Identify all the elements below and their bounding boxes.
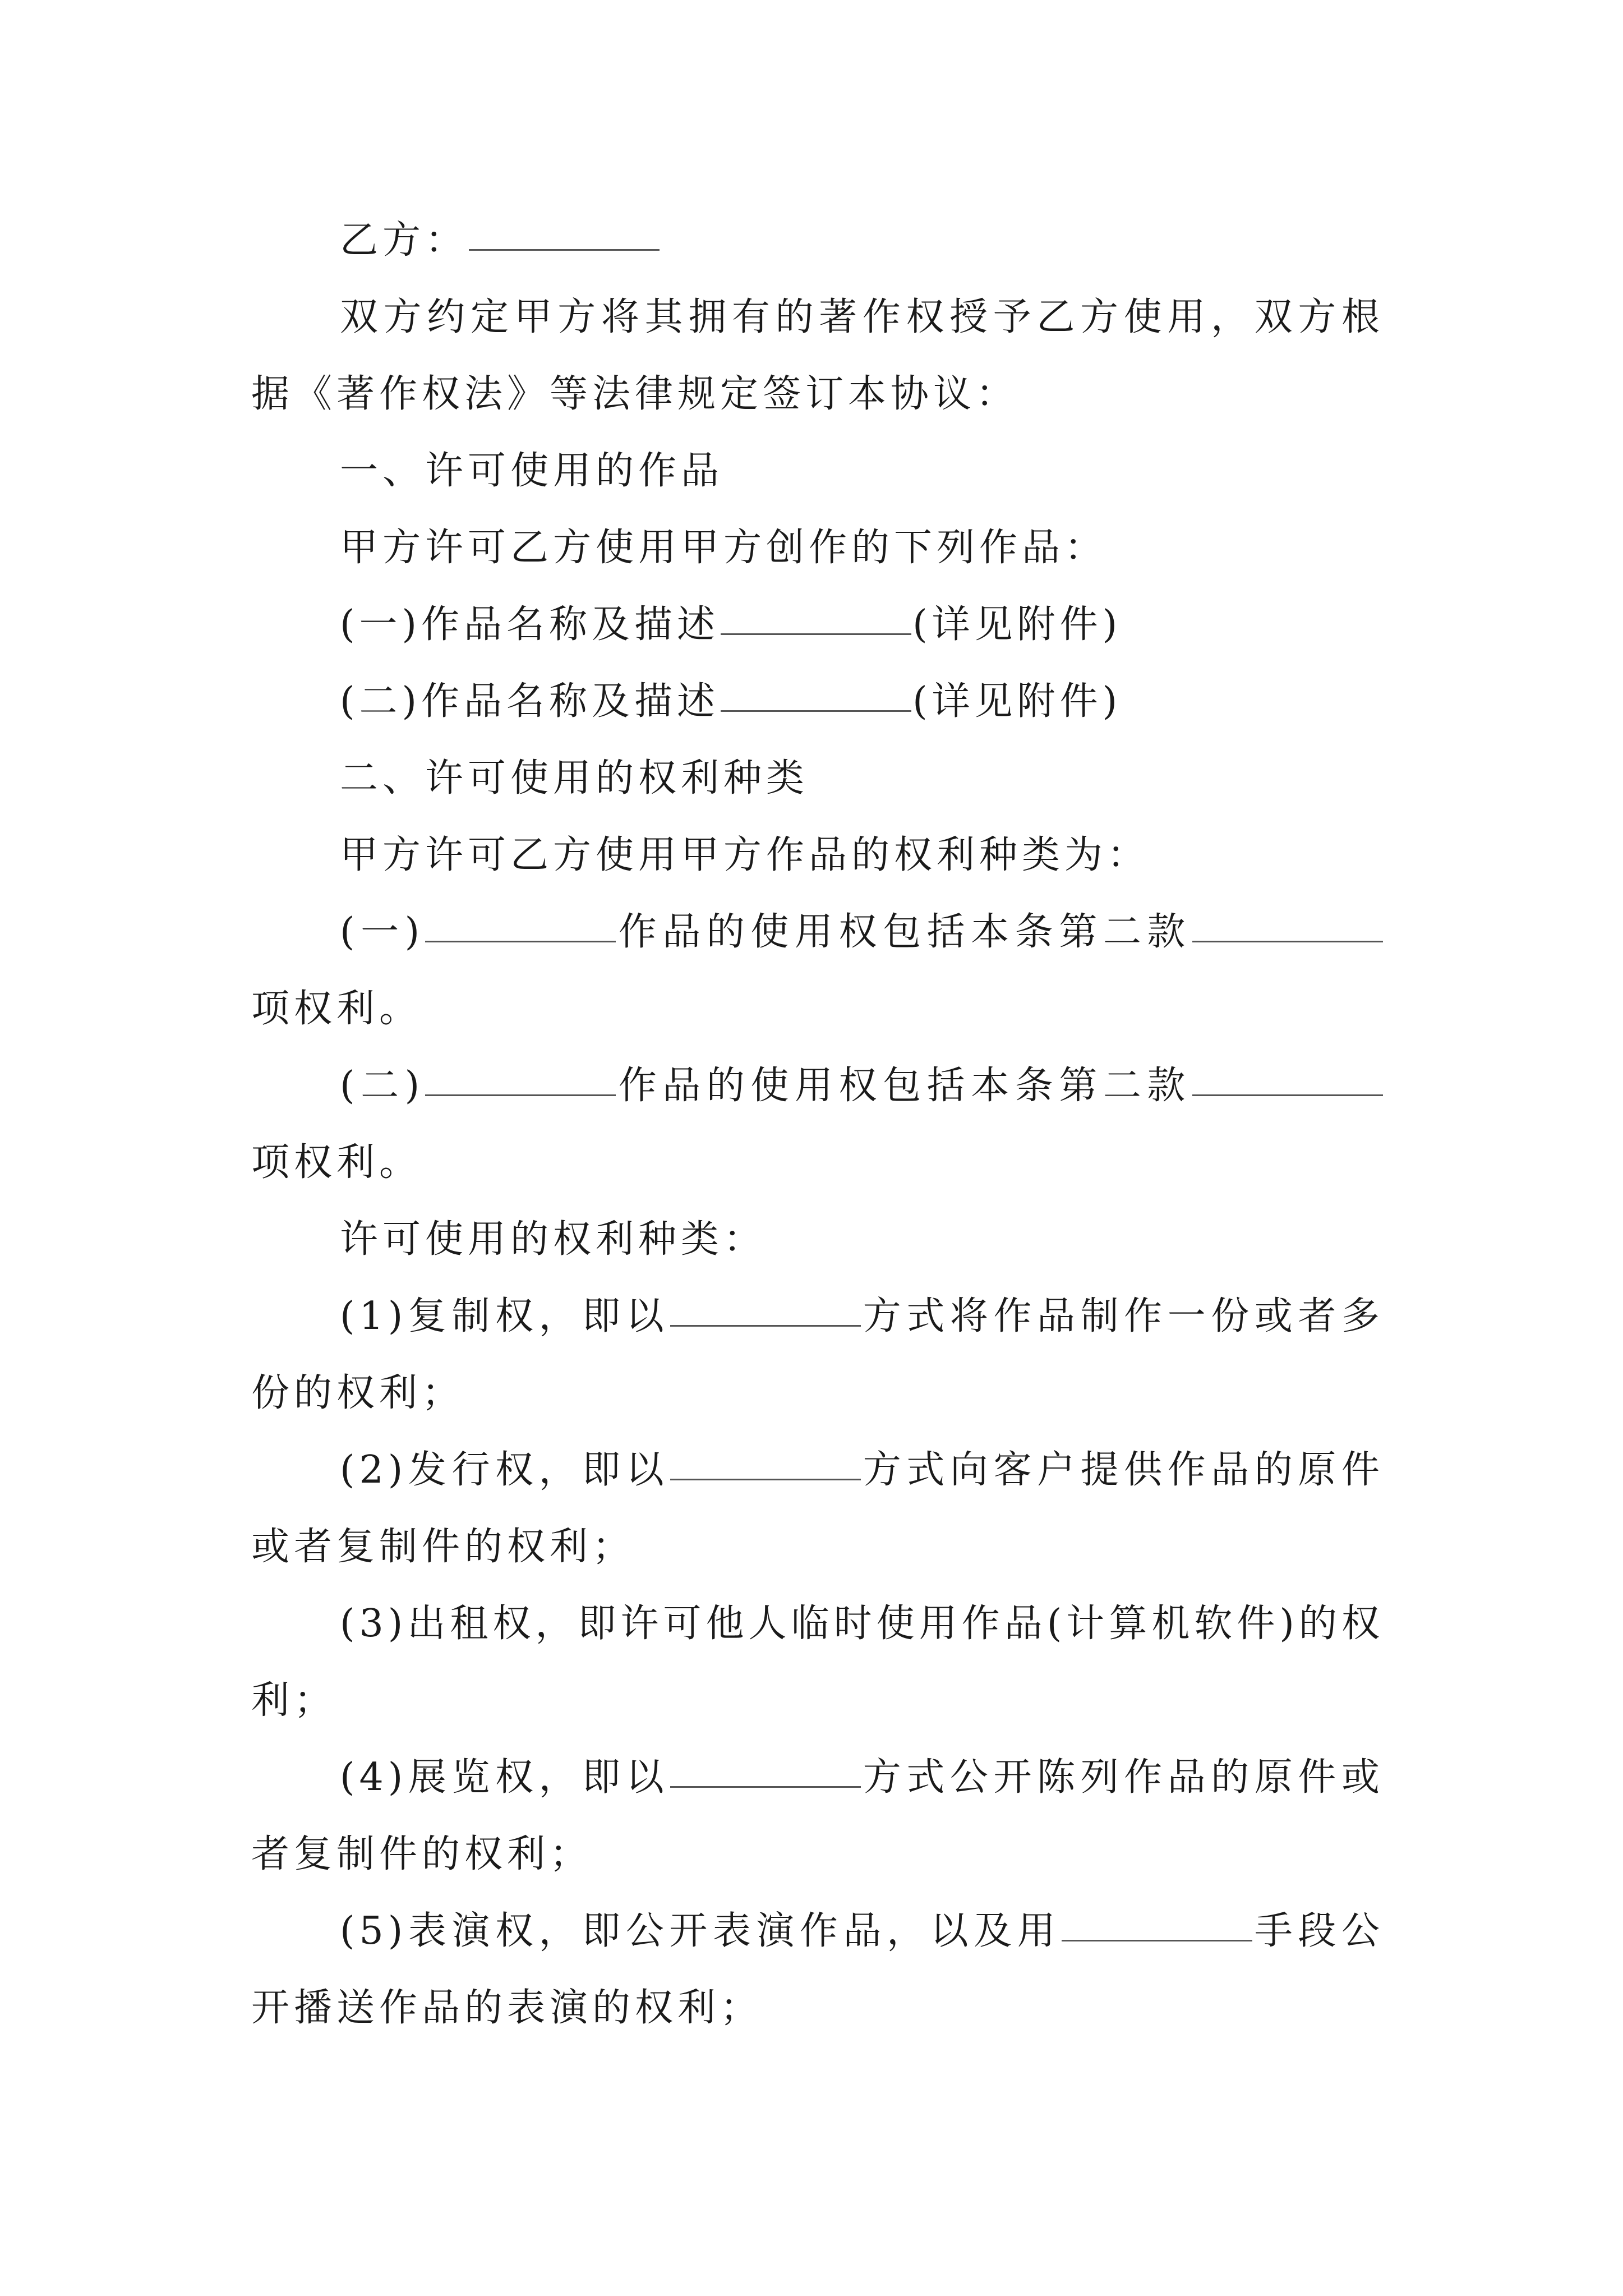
right-performance-suffix: 手段公开播送作品的表演的权利； — [251, 1909, 1384, 2030]
right-performance — [251, 1893, 1384, 2046]
document-body — [251, 202, 1384, 2046]
right-distribution-blank — [670, 1478, 861, 1480]
party-b-line — [251, 202, 1384, 279]
work-item-2-suffix: (详见附件) — [912, 679, 1122, 724]
right-type-item-2-prefix: (二) — [340, 1064, 425, 1108]
right-distribution-suffix: 方式向客户提供作品的原件或者复制件的权利； — [251, 1448, 1384, 1569]
right-type-item-1-blank-b — [1192, 940, 1383, 942]
right-exhibition-blank — [670, 1786, 861, 1788]
party-b-label: 乙方： — [340, 218, 468, 263]
party-b-blank — [469, 249, 660, 251]
right-exhibition-prefix: (4)展览权，即以 — [340, 1755, 670, 1800]
right-copy-blank — [670, 1324, 861, 1327]
right-distribution-prefix: (2)发行权，即以 — [340, 1448, 670, 1492]
section1-title: 一、许可使用的作品 — [340, 449, 724, 493]
right-type-item-2 — [251, 1047, 1384, 1201]
right-copy-suffix: 方式将作品制作一份或者多份的权利； — [251, 1294, 1384, 1415]
work-item-1-suffix: (详见附件) — [912, 602, 1122, 647]
work-item-2 — [251, 663, 1384, 740]
right-copy — [251, 1278, 1384, 1432]
work-item-1-prefix: (一)作品名称及描述 — [340, 602, 720, 647]
section1-lead: 甲方许可乙方使用甲方创作的下列作品： — [340, 526, 1108, 570]
rights-lead: 许可使用的权利种类： — [340, 1217, 767, 1262]
section2-title: 二、许可使用的权利种类 — [340, 756, 809, 800]
right-exhibition — [251, 1739, 1384, 1893]
right-type-item-1-prefix: (一) — [340, 910, 425, 954]
right-type-item-2-blank-b — [1192, 1094, 1383, 1096]
right-type-item-2-middle: 作品的使用权包括本条第二款 — [617, 1064, 1191, 1108]
right-exhibition-suffix: 方式公开陈列作品的原件或者复制件的权利； — [251, 1755, 1384, 1876]
right-performance-prefix: (5)表演权，即公开表演作品，以及用 — [340, 1909, 1061, 1953]
right-rental: (3)出租权，即许可他人临时使用作品(计算机软件)的权利； — [251, 1602, 1384, 1723]
right-copy-prefix: (1)复制权，即以 — [340, 1294, 670, 1338]
intro-paragraph: 双方约定甲方将其拥有的著作权授予乙方使用，双方根据《著作权法》等法律规定签订本协议： — [251, 295, 1384, 416]
right-type-item-1 — [251, 894, 1384, 1047]
right-type-item-1-middle: 作品的使用权包括本条第二款 — [617, 910, 1191, 954]
right-distribution — [251, 1432, 1384, 1585]
right-performance-blank — [1062, 1939, 1252, 1941]
work-item-2-blank — [721, 710, 911, 712]
work-item-1-blank — [721, 633, 911, 635]
right-type-item-1-blank-a — [425, 940, 616, 942]
work-item-1 — [251, 586, 1384, 663]
right-type-item-2-suffix: 项权利。 — [251, 1140, 422, 1185]
right-type-item-1-suffix: 项权利。 — [251, 987, 422, 1031]
work-item-2-prefix: (二)作品名称及描述 — [340, 679, 720, 724]
right-type-item-2-blank-a — [425, 1094, 616, 1096]
section2-lead: 甲方许可乙方使用甲方作品的权利种类为： — [340, 833, 1150, 877]
